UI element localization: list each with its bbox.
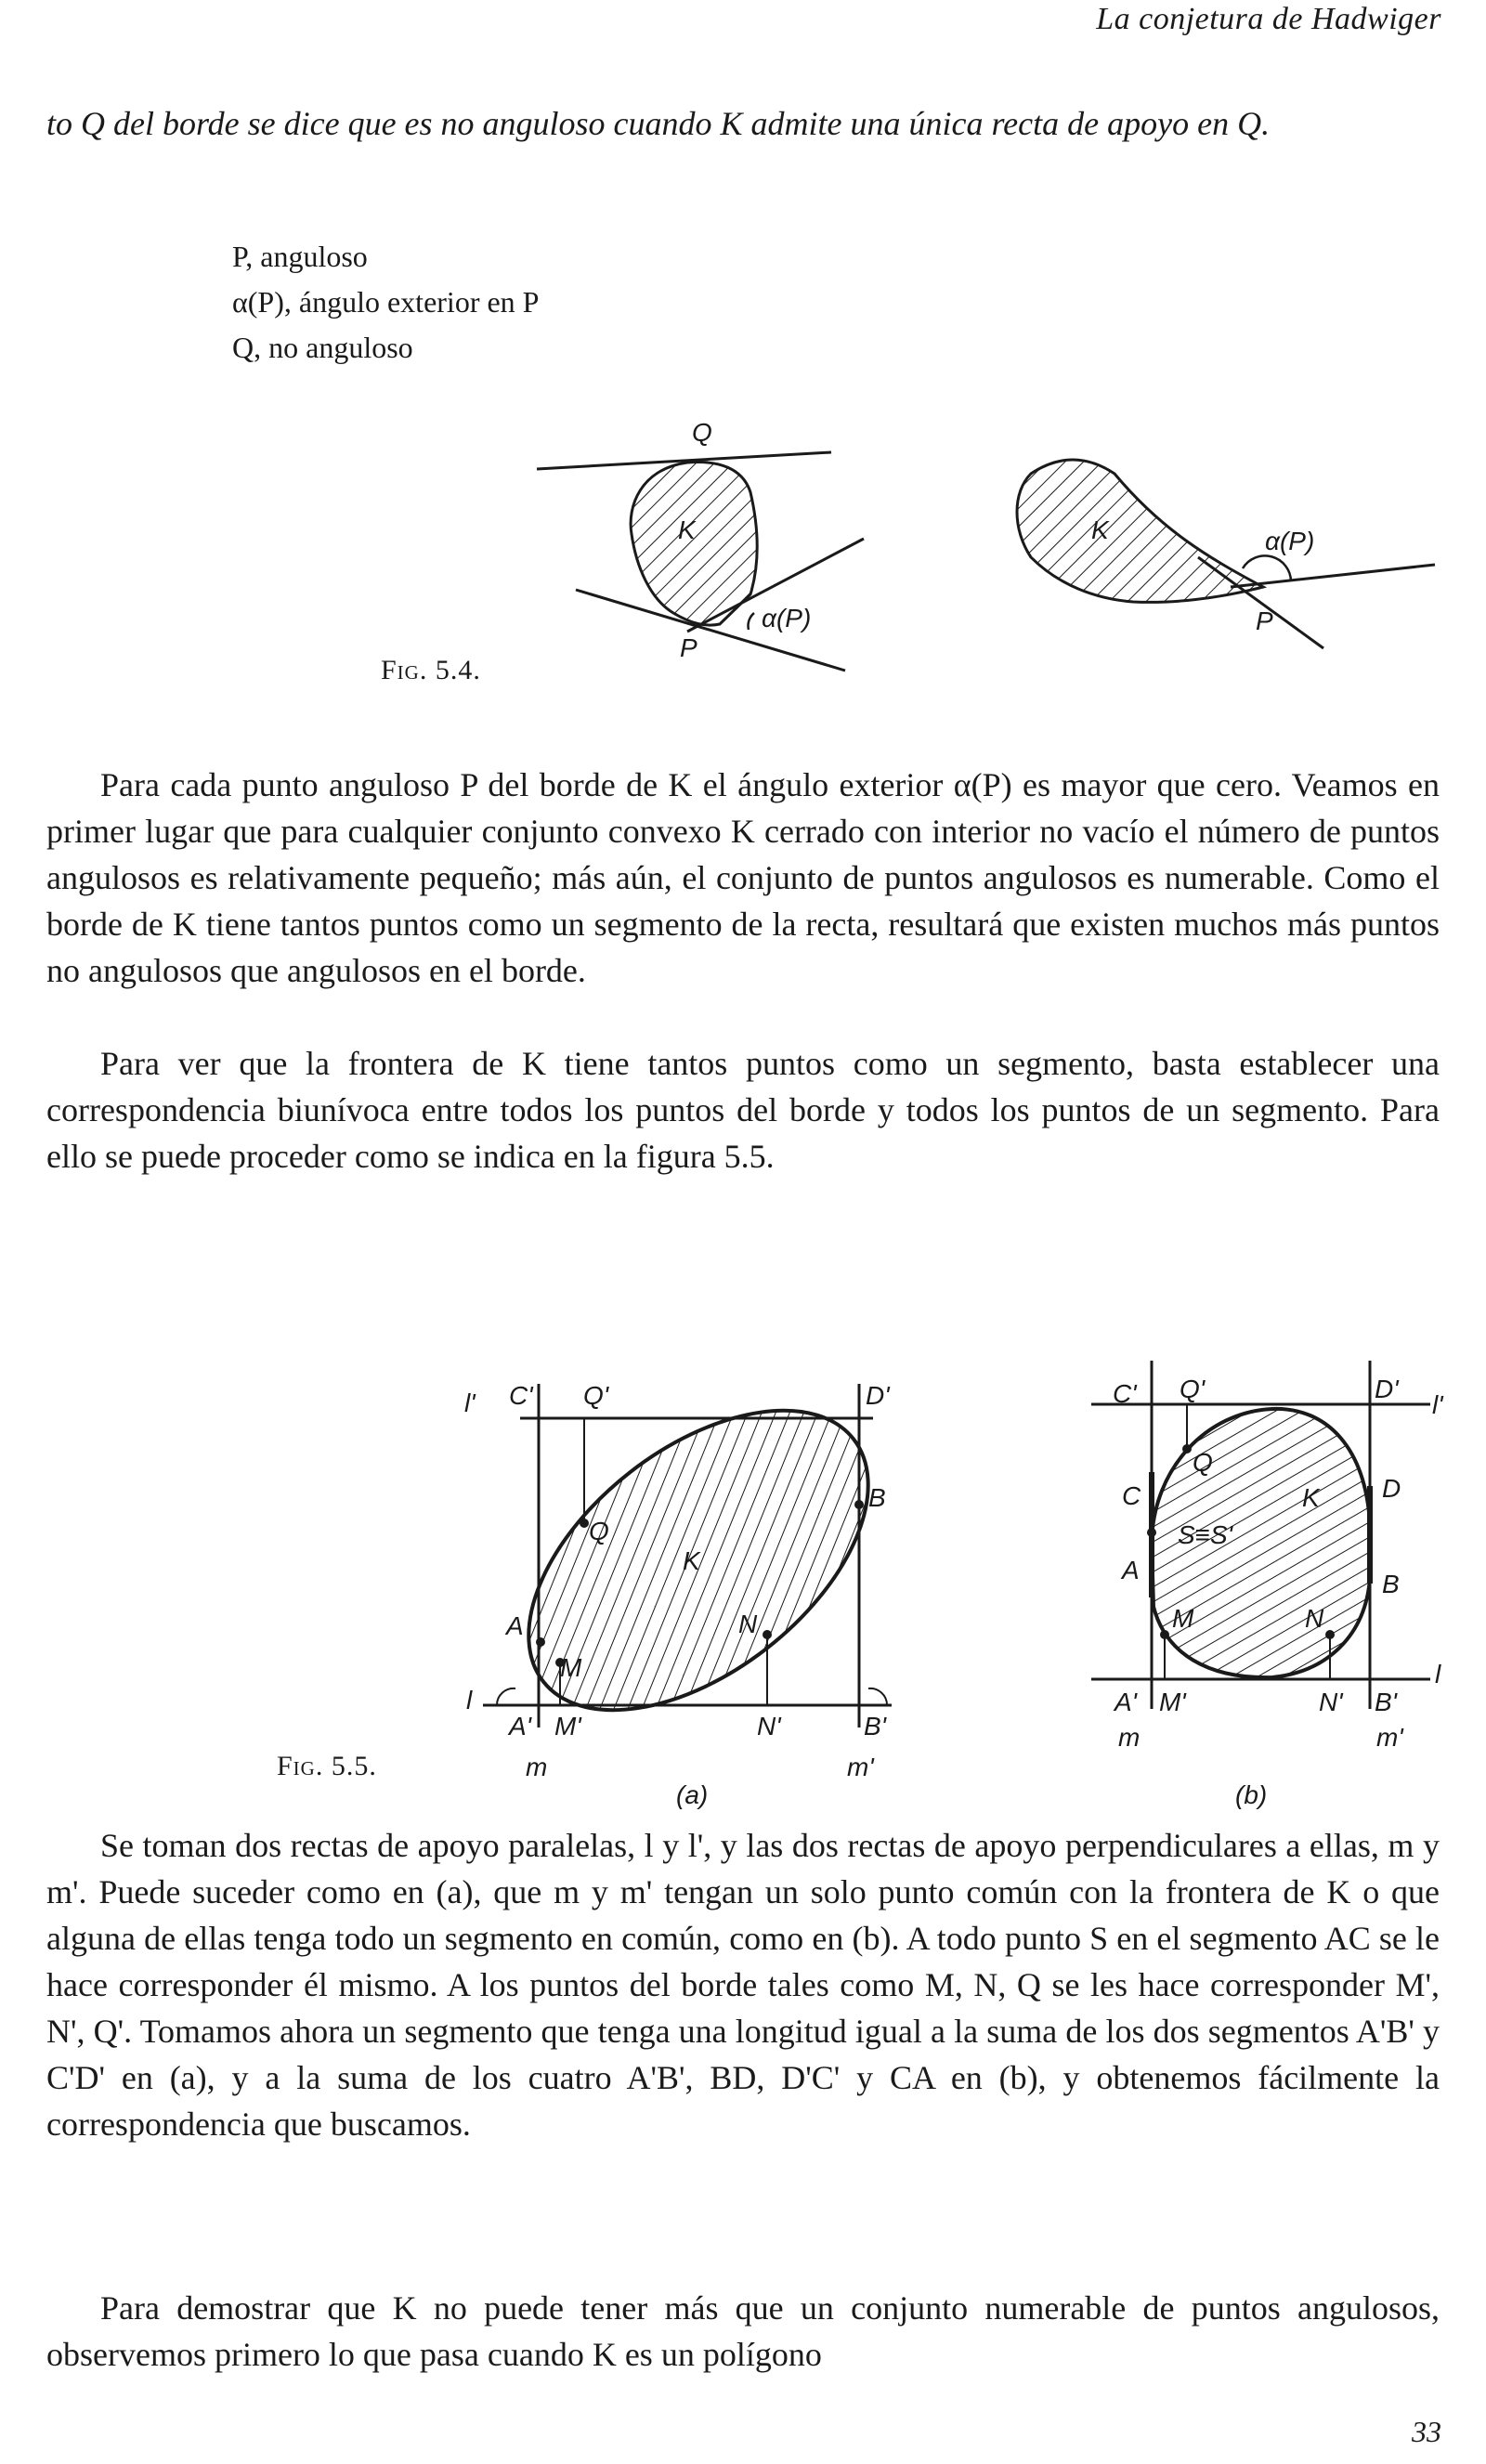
label-l-a: l bbox=[466, 1686, 473, 1714]
label-alpha-left: α(P) bbox=[762, 604, 812, 632]
label-q-b: Q bbox=[1193, 1448, 1213, 1477]
label-sub-b: (b) bbox=[1235, 1780, 1268, 1809]
label-k-right: K bbox=[1091, 515, 1109, 544]
legend-line-2: α(P), ángulo exterior en P bbox=[232, 285, 540, 319]
label-cp-b: C' bbox=[1113, 1379, 1137, 1408]
figure-5-5-b bbox=[1091, 1361, 1444, 1809]
paragraph-3: Se toman dos rectas de apoyo paralelas, l y l', y las dos rectas de apoyo perpendiculares a ellas, m y m'. Puede suceder como en (a), que m y m' tengan un solo punto común con la frontera de K o que alguna de ellas tenga todo un segmento en común, como en (b). A todo punto S en el segmento AC se le hace corresponder él mismo. A los puntos del borde tales como M, N, Q se les hace corresponder M', N', Q'. Tomamos ahora un segmento que tenga una longitud igual a la suma de los dos segmentos A'B' y C'D' en (a), y a la suma de los cuatro A'B', BD, D'C' y CA en (b), y obtenemos fácilmente la correspondencia que buscamos. bbox=[46, 1827, 1440, 2143]
figure-5-5-a bbox=[464, 1351, 922, 1809]
label-m-line-b: m bbox=[1118, 1723, 1141, 1752]
legend-line-3: Q, no anguloso bbox=[232, 331, 413, 364]
label-cp-a: C' bbox=[509, 1381, 533, 1410]
label-k-left: K bbox=[678, 515, 696, 544]
label-mp-b: M' bbox=[1159, 1688, 1186, 1716]
legend-line-1: P, anguloso bbox=[232, 240, 368, 273]
label-bp-b: B' bbox=[1375, 1688, 1398, 1716]
label-a-b: A bbox=[1122, 1556, 1140, 1584]
running-head: La conjetura de Hadwiger bbox=[1096, 2, 1441, 36]
label-sub-a: (a) bbox=[676, 1780, 709, 1809]
label-n-a: N bbox=[738, 1610, 758, 1638]
label-l-b: l bbox=[1435, 1660, 1441, 1688]
label-dp-a: D' bbox=[866, 1381, 890, 1410]
label-m-a: M bbox=[560, 1653, 582, 1682]
label-np-b: N' bbox=[1319, 1688, 1343, 1716]
label-mp-line-a: m' bbox=[847, 1753, 874, 1781]
label-m-b: M bbox=[1172, 1604, 1194, 1633]
label-k-b: K bbox=[1302, 1483, 1320, 1512]
figure-5-4-caption: Fig. 5.4. bbox=[381, 655, 481, 685]
label-p-left: P bbox=[680, 633, 697, 662]
label-alpha-right: α(P) bbox=[1265, 527, 1315, 555]
label-c-b: C bbox=[1122, 1481, 1141, 1510]
label-p-right: P bbox=[1256, 606, 1273, 635]
label-mp-a: M' bbox=[554, 1712, 581, 1740]
page-number: 33 bbox=[1412, 2415, 1441, 2448]
label-b-a: B bbox=[868, 1483, 886, 1512]
label-qp-b: Q' bbox=[1180, 1375, 1206, 1403]
label-q-left: Q bbox=[692, 418, 712, 447]
label-lp-a: l' bbox=[464, 1388, 476, 1417]
label-d-b: D bbox=[1382, 1474, 1401, 1503]
label-m-line-a: m bbox=[526, 1753, 548, 1781]
paragraph-2: Para ver que la frontera de K tiene tantos puntos como un segmento, basta establecer una correspondencia biunívoca entre todos los puntos del borde y todos los puntos de un segmento. Para ello se puede proceder como se indica en la figura 5.5. bbox=[46, 1045, 1440, 1175]
label-ap-a: A' bbox=[509, 1712, 532, 1740]
label-a-a: A bbox=[506, 1611, 524, 1640]
label-qp-a: Q' bbox=[583, 1381, 609, 1410]
label-mp-line-b: m' bbox=[1376, 1723, 1403, 1752]
label-np-a: N' bbox=[757, 1712, 781, 1740]
paragraph-1: Para cada punto anguloso P del borde de K el ángulo exterior α(P) es mayor que cero. Veamos en primer lugar que para cualquier conjunto convexo K cerrado con interior no vacío el número de puntos angulosos es relativamente pequeño; más aún, el conjunto de puntos angulosos es numerable. Como el borde de K tiene tantos puntos como un segmento de la recta, resultará que existen muchos más puntos no angulosos que angulosos en el borde. bbox=[46, 766, 1440, 989]
label-k-a: K bbox=[683, 1546, 700, 1575]
label-s-b: S≡S' bbox=[1178, 1520, 1233, 1549]
label-ap-b: A' bbox=[1114, 1688, 1138, 1716]
intro-text: to Q del borde se dice que es no anguloso cuando K admite una única recta de apoyo en Q. bbox=[46, 105, 1271, 142]
label-dp-b: D' bbox=[1375, 1375, 1399, 1403]
label-lp-b: l' bbox=[1432, 1390, 1443, 1419]
label-bp-a: B' bbox=[864, 1712, 887, 1740]
label-b-b: B bbox=[1382, 1570, 1400, 1598]
figure-5-5-caption: Fig. 5.5. bbox=[277, 1751, 377, 1781]
label-n-b: N bbox=[1305, 1604, 1324, 1633]
paragraph-4: Para demostrar que K no puede tener más que un conjunto numerable de puntos angulosos, observemos primero lo que pasa cuando K es un polígono bbox=[46, 2289, 1440, 2373]
label-q-a: Q bbox=[589, 1517, 609, 1545]
